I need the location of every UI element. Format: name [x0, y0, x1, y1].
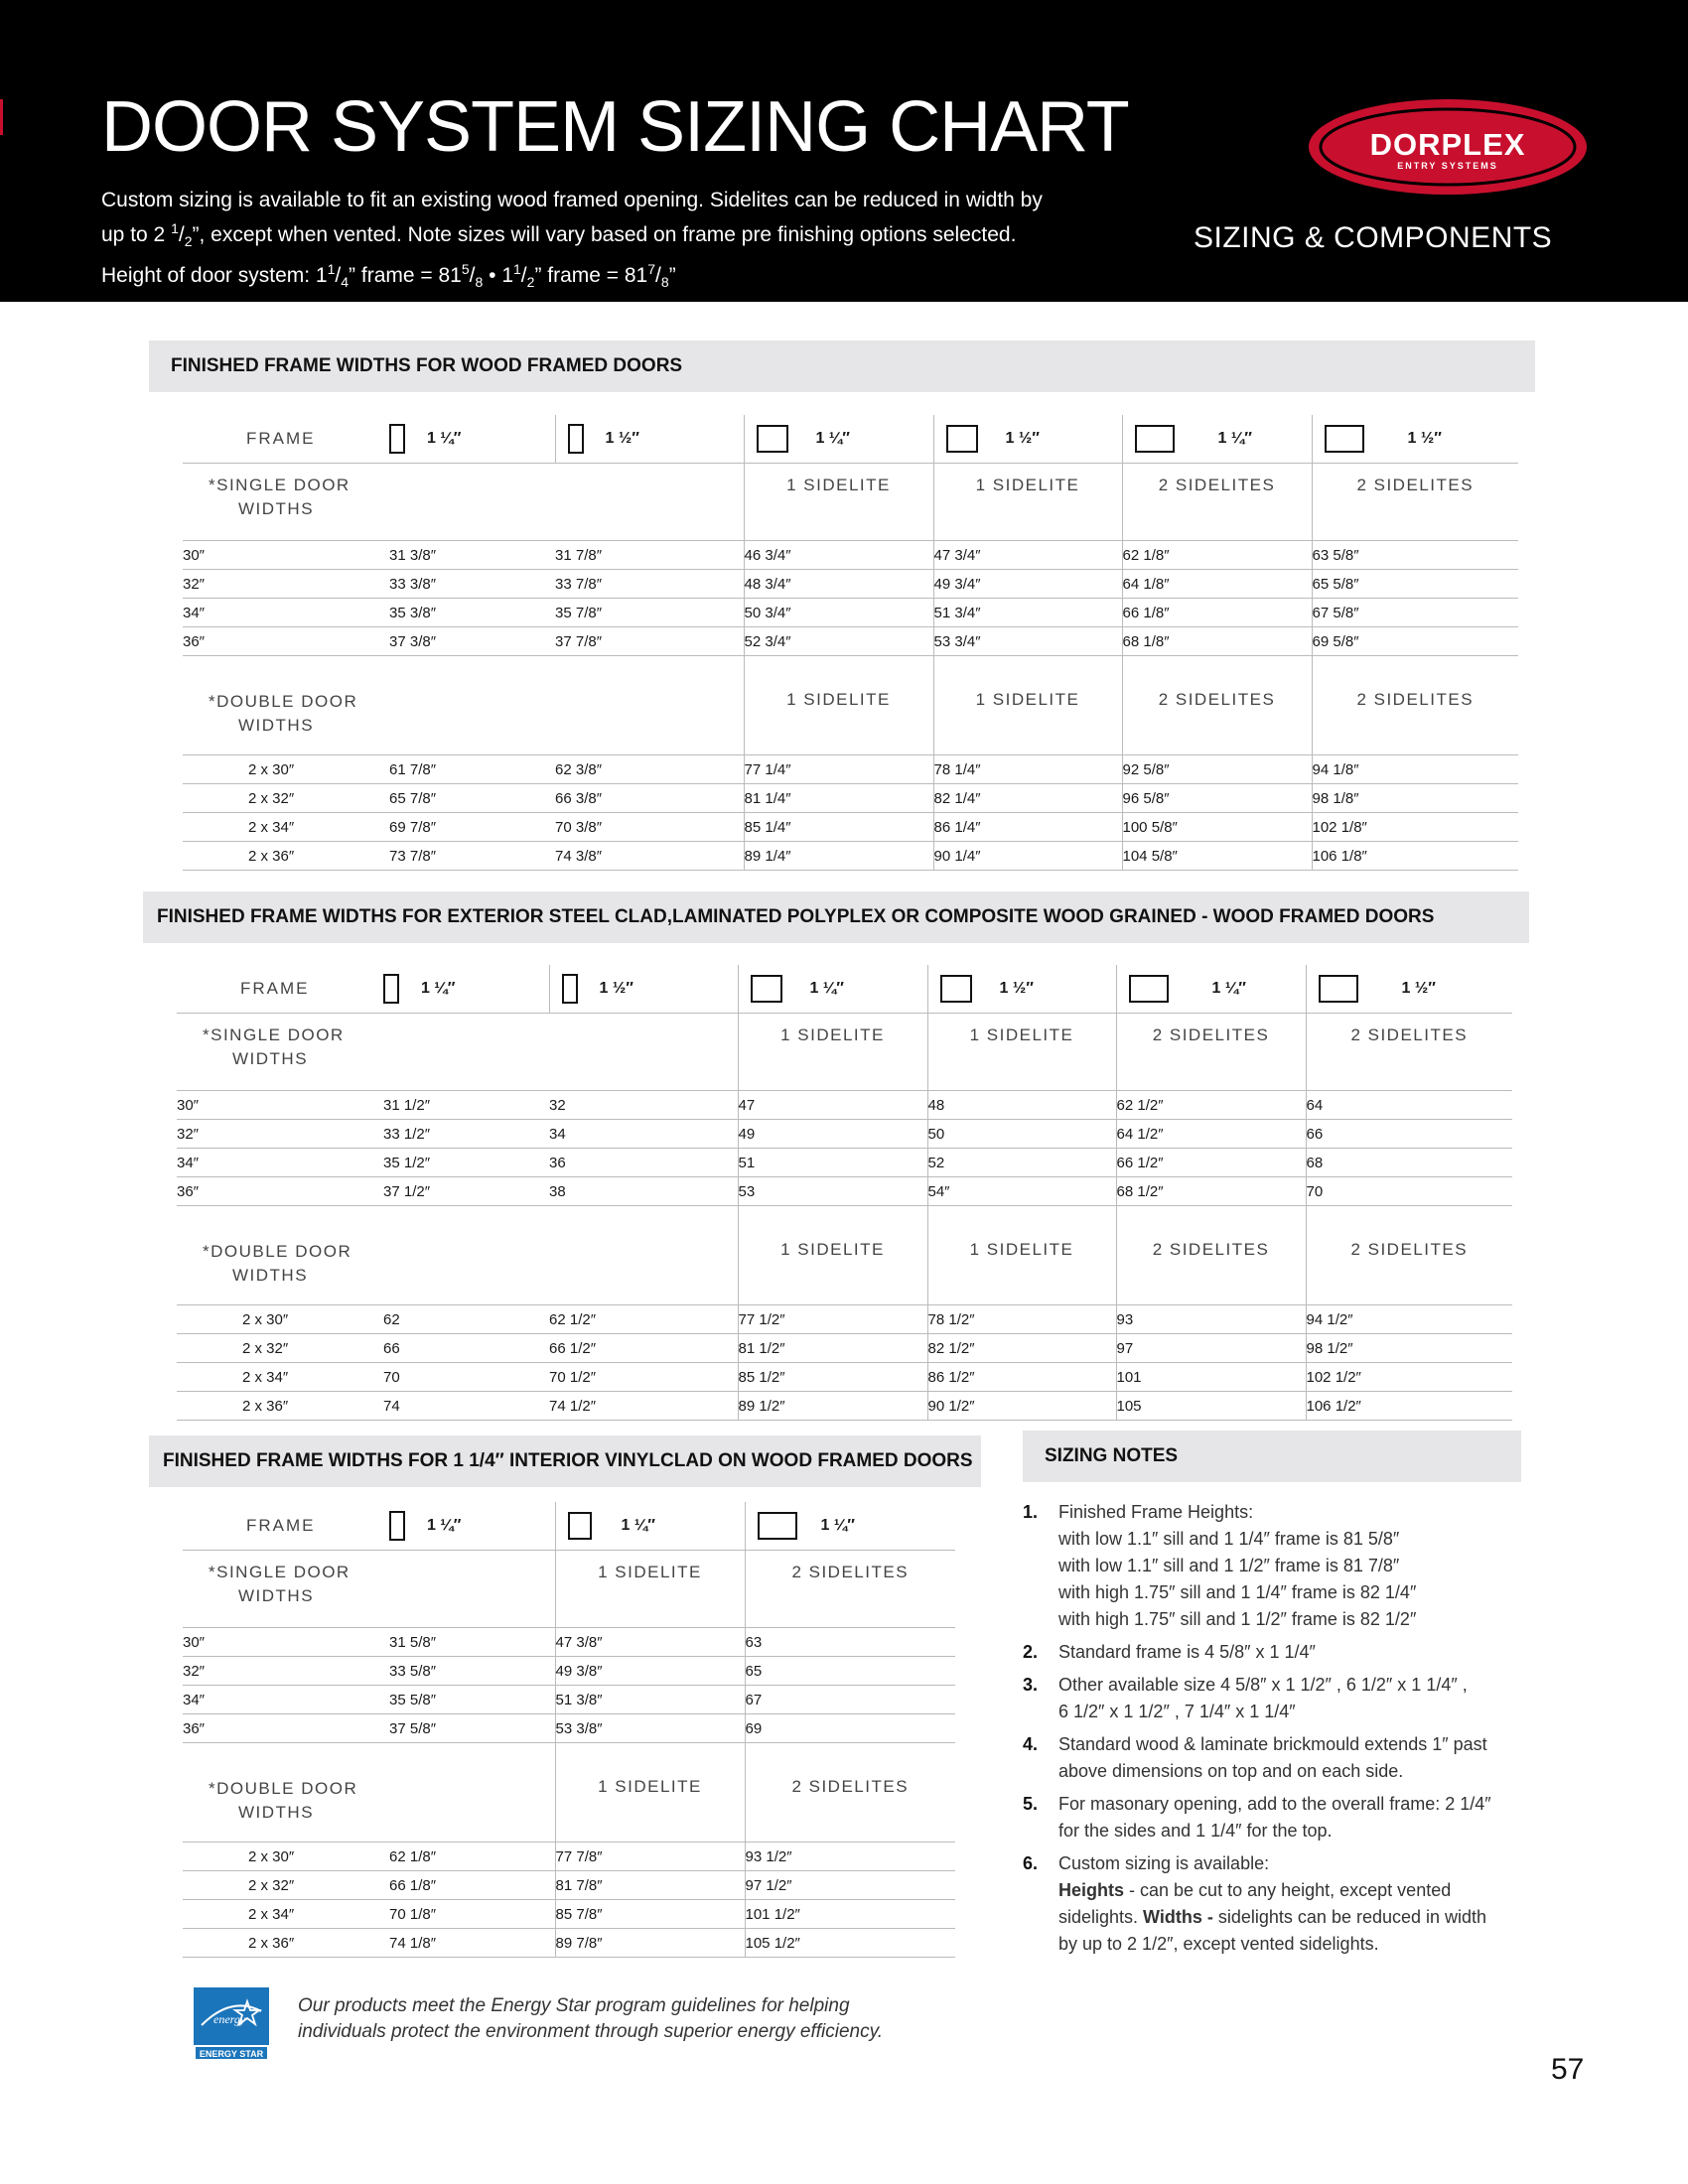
value-cell: 97 — [1116, 1334, 1306, 1363]
value-cell: 52 — [927, 1149, 1116, 1177]
value-cell: 66 1/8″ — [389, 1871, 555, 1900]
logo-wordmark: DORPLEX — [1369, 127, 1526, 162]
double-door-label: *DOUBLE DOOR WIDTHS — [203, 1242, 352, 1285]
single-door-label: *SINGLE DOOR WIDTHS — [209, 476, 351, 518]
energy-star-statement: Our products meet the Energy Star program guidelines for helping individuals protect the environment through superior energy efficiency. — [298, 1995, 883, 2042]
value-cell: 93 — [1116, 1305, 1306, 1334]
sidelite-label: 2 SIDELITES — [745, 1551, 955, 1628]
frame-single-icon — [389, 1511, 405, 1541]
header-cell: 1 ¼″ — [427, 430, 462, 447]
table2-single-group-row — [177, 1014, 1512, 1091]
value-cell: 81 1/2″ — [738, 1334, 927, 1363]
value-cell: 38 — [549, 1177, 738, 1206]
row-label-cell: 34″ — [183, 599, 389, 627]
value-cell: 105 — [1116, 1392, 1306, 1421]
value-cell: 70 — [1306, 1177, 1512, 1206]
row-label-cell: 2 x 30″ — [183, 755, 389, 784]
value-cell: 74 1/2″ — [549, 1392, 738, 1421]
value-cell: 62 1/8″ — [389, 1843, 555, 1871]
value-cell: 51 — [738, 1149, 927, 1177]
row-label-cell: 30″ — [183, 1628, 389, 1657]
table-row — [177, 1091, 1512, 1120]
value-cell: 46 3/4″ — [744, 541, 933, 570]
value-cell: 70 — [383, 1363, 549, 1392]
sidelite-label: 2 SIDELITES — [1116, 1014, 1306, 1091]
table3 — [183, 1502, 955, 1958]
table3-single-group-row — [183, 1551, 955, 1628]
page-number: 57 — [1551, 2053, 1585, 2086]
table-row — [183, 784, 1518, 813]
frame-label: FRAME — [246, 429, 316, 448]
sidelite-label: 1 SIDELITE — [744, 464, 933, 541]
page-title: DOOR SYSTEM SIZING CHART — [101, 87, 1129, 167]
header-cell: 1 ¼″ — [427, 1517, 462, 1534]
value-cell: 94 1/8″ — [1312, 755, 1518, 784]
table-row — [183, 1714, 955, 1743]
table1-double-group-row — [183, 656, 1518, 755]
table-row — [183, 1900, 955, 1929]
sizing-notes — [1023, 1499, 1529, 1964]
note-4: 4. Standard wood & laminate brickmould extends 1″ past above dimensions on top and on each side. — [1023, 1734, 1487, 1781]
value-cell: 67 5/8″ — [1312, 599, 1518, 627]
table3-header-row — [183, 1502, 955, 1551]
table1-single-group-row — [183, 464, 1518, 541]
table-row — [177, 1392, 1512, 1421]
frame-two-sidelites-icon — [1319, 975, 1358, 1003]
value-cell: 31 5/8″ — [389, 1628, 555, 1657]
value-cell: 100 5/8″ — [1122, 813, 1312, 842]
energy-star-logo — [194, 1987, 269, 2061]
row-label-cell: 2 x 32″ — [183, 784, 389, 813]
sidelite-label: 1 SIDELITE — [933, 464, 1122, 541]
row-label-cell: 32″ — [183, 570, 389, 599]
sidelite-label: 1 SIDELITE — [933, 656, 1122, 755]
value-cell: 33 7/8″ — [555, 570, 744, 599]
frame-single-icon — [383, 974, 399, 1004]
table2-header-row — [177, 965, 1512, 1014]
value-cell: 105 1/2″ — [745, 1929, 955, 1958]
value-cell: 64 1/8″ — [1122, 570, 1312, 599]
value-cell: 37 5/8″ — [389, 1714, 555, 1743]
frame-one-sidelite-icon — [568, 1512, 592, 1540]
table-row — [177, 1305, 1512, 1334]
row-label-cell: 36″ — [183, 627, 389, 656]
header-cell: 1 ½″ — [1407, 430, 1442, 447]
sidelite-label: 1 SIDELITE — [744, 656, 933, 755]
header-cell: 1 ½″ — [599, 980, 633, 997]
value-cell: 50 — [927, 1120, 1116, 1149]
value-cell: 35 1/2″ — [383, 1149, 549, 1177]
value-cell: 34 — [549, 1120, 738, 1149]
value-cell: 33 5/8″ — [389, 1657, 555, 1686]
table-row — [183, 1929, 955, 1958]
value-cell: 61 7/8″ — [389, 755, 555, 784]
row-label-cell: 2 x 32″ — [183, 1871, 389, 1900]
value-cell: 94 1/2″ — [1306, 1305, 1512, 1334]
row-label-cell: 34″ — [183, 1686, 389, 1714]
value-cell: 106 1/8″ — [1312, 842, 1518, 871]
header-cell: 1 ½″ — [1401, 980, 1436, 997]
row-label-cell: 2 x 30″ — [183, 1843, 389, 1871]
single-door-label: *SINGLE DOOR WIDTHS — [203, 1025, 345, 1068]
value-cell: 92 5/8″ — [1122, 755, 1312, 784]
table-row — [183, 842, 1518, 871]
header-cell: 1 ¼″ — [820, 1517, 855, 1534]
value-cell: 69 7/8″ — [389, 813, 555, 842]
table1 — [183, 415, 1518, 871]
frame-one-sidelite-icon — [751, 975, 782, 1003]
value-cell: 48 3/4″ — [744, 570, 933, 599]
value-cell: 37 1/2″ — [383, 1177, 549, 1206]
sidelite-label: 1 SIDELITE — [927, 1206, 1116, 1305]
value-cell: 97 1/2″ — [745, 1871, 955, 1900]
header-cell: 1 ¼″ — [815, 430, 850, 447]
value-cell: 81 1/4″ — [744, 784, 933, 813]
intro-line-2: up to 2 $^1/_2$”, except when vented. Note sizes will vary based on frame pre finishing options selected. — [101, 220, 1017, 250]
section-label: SIZING & COMPONENTS — [1194, 221, 1553, 254]
value-cell: 64 1/2″ — [1116, 1120, 1306, 1149]
value-cell: 86 1/2″ — [927, 1363, 1116, 1392]
value-cell: 31 7/8″ — [555, 541, 744, 570]
value-cell: 31 3/8″ — [389, 541, 555, 570]
table3-title-bar: FINISHED FRAME WIDTHS FOR 1 1/4″ INTERIOR VINYLCLAD ON WOOD FRAMED DOORS — [149, 1435, 981, 1487]
value-cell: 47 3/4″ — [933, 541, 1122, 570]
value-cell: 104 5/8″ — [1122, 842, 1312, 871]
value-cell: 50 3/4″ — [744, 599, 933, 627]
value-cell: 102 1/2″ — [1306, 1363, 1512, 1392]
frame-two-sidelites-icon — [1129, 975, 1169, 1003]
value-cell: 53 3/4″ — [933, 627, 1122, 656]
value-cell: 31 1/2″ — [383, 1091, 549, 1120]
header-cell: 1 ¼″ — [421, 980, 456, 997]
value-cell: 65 5/8″ — [1312, 570, 1518, 599]
header-cell: 1 ¼″ — [1217, 430, 1252, 447]
value-cell: 69 5/8″ — [1312, 627, 1518, 656]
value-cell: 63 — [745, 1628, 955, 1657]
row-label-cell: 30″ — [183, 541, 389, 570]
value-cell: 65 7/8″ — [389, 784, 555, 813]
double-door-label: *DOUBLE DOOR WIDTHS — [209, 692, 358, 735]
table-row — [177, 1177, 1512, 1206]
table-row — [183, 1871, 955, 1900]
value-cell: 66 — [1306, 1120, 1512, 1149]
value-cell: 51 3/8″ — [555, 1686, 745, 1714]
frame-one-sidelite-icon — [946, 425, 978, 453]
value-cell: 48 — [927, 1091, 1116, 1120]
intro-line-3: Height of door system: $1^1/_4$” frame = $81^5/_8$ • $1^1/_2$” frame = $81^7/_8$” — [101, 261, 676, 291]
sidelite-label: 2 SIDELITES — [1312, 656, 1518, 755]
value-cell: 70 3/8″ — [555, 813, 744, 842]
table2-title-bar: FINISHED FRAME WIDTHS FOR EXTERIOR STEEL CLAD,LAMINATED POLYPLEX OR COMPOSITE WOOD GRAINED - WOOD FRAMED DOORS — [143, 891, 1529, 943]
frame-single-icon — [389, 424, 405, 454]
row-label-cell: 32″ — [183, 1657, 389, 1686]
row-label-cell: 2 x 34″ — [183, 813, 389, 842]
value-cell: 73 7/8″ — [389, 842, 555, 871]
dorplex-logo — [1307, 97, 1589, 197]
table-row — [183, 627, 1518, 656]
value-cell: 77 7/8″ — [555, 1843, 745, 1871]
sidelite-label: 1 SIDELITE — [555, 1551, 745, 1628]
value-cell: 33 1/2″ — [383, 1120, 549, 1149]
value-cell: 37 7/8″ — [555, 627, 744, 656]
value-cell: 62 — [383, 1305, 549, 1334]
note-5: 5. For masonary opening, add to the overall frame: 2 1/4″ for the sides and 1 1/4″ for the top. — [1023, 1794, 1491, 1841]
sidelite-label: 2 SIDELITES — [1306, 1206, 1512, 1305]
value-cell: 85 7/8″ — [555, 1900, 745, 1929]
value-cell: 62 3/8″ — [555, 755, 744, 784]
row-label-cell: 2 x 36″ — [183, 842, 389, 871]
value-cell: 70 1/8″ — [389, 1900, 555, 1929]
intro-line-1: Custom sizing is available to fit an existing wood framed opening. Sidelites can be reduced in width by — [101, 189, 1043, 211]
value-cell: 101 — [1116, 1363, 1306, 1392]
value-cell: 35 5/8″ — [389, 1686, 555, 1714]
value-cell: 63 5/8″ — [1312, 541, 1518, 570]
frame-single-icon — [562, 974, 578, 1004]
sidelite-label: 2 SIDELITES — [1122, 464, 1312, 541]
table-row — [183, 1628, 955, 1657]
sidelite-label: 1 SIDELITE — [738, 1206, 927, 1305]
value-cell: 62 1/2″ — [549, 1305, 738, 1334]
table-row — [177, 1149, 1512, 1177]
table-row — [183, 1843, 955, 1871]
accent-line — [0, 99, 3, 135]
row-label-cell: 2 x 34″ — [183, 1900, 389, 1929]
value-cell: 66 3/8″ — [555, 784, 744, 813]
frame-single-icon — [568, 424, 584, 454]
row-label-cell: 2 x 30″ — [177, 1305, 383, 1334]
value-cell: 68 1/2″ — [1116, 1177, 1306, 1206]
sidelite-label: 1 SIDELITE — [927, 1014, 1116, 1091]
header-band — [0, 0, 1688, 302]
value-cell: 49 3/8″ — [555, 1657, 745, 1686]
table2 — [177, 965, 1512, 1421]
value-cell: 53 — [738, 1177, 927, 1206]
value-cell: 106 1/2″ — [1306, 1392, 1512, 1421]
intro-text — [101, 187, 1094, 296]
table-row — [183, 813, 1518, 842]
value-cell: 35 7/8″ — [555, 599, 744, 627]
double-door-label: *DOUBLE DOOR WIDTHS — [209, 1779, 358, 1822]
value-cell: 86 1/4″ — [933, 813, 1122, 842]
row-label-cell: 30″ — [177, 1091, 383, 1120]
row-label-cell: 2 x 34″ — [177, 1363, 383, 1392]
value-cell: 33 3/8″ — [389, 570, 555, 599]
value-cell: 54″ — [927, 1177, 1116, 1206]
sidelite-label: 2 SIDELITES — [1306, 1014, 1512, 1091]
header-cell: 1 ½″ — [999, 980, 1034, 997]
value-cell: 68 — [1306, 1149, 1512, 1177]
frame-label: FRAME — [246, 1516, 316, 1535]
value-cell: 78 1/2″ — [927, 1305, 1116, 1334]
table-row — [183, 1657, 955, 1686]
value-cell: 102 1/8″ — [1312, 813, 1518, 842]
value-cell: 65 — [745, 1657, 955, 1686]
value-cell: 90 1/4″ — [933, 842, 1122, 871]
frame-label: FRAME — [240, 979, 310, 998]
table-row — [183, 1686, 955, 1714]
value-cell: 93 1/2″ — [745, 1843, 955, 1871]
value-cell: 77 1/2″ — [738, 1305, 927, 1334]
sizing-notes-title-bar: SIZING NOTES — [1023, 1431, 1521, 1482]
energy-star-icon — [194, 1987, 269, 2061]
row-label-cell: 36″ — [177, 1177, 383, 1206]
value-cell: 62 1/8″ — [1122, 541, 1312, 570]
value-cell: 78 1/4″ — [933, 755, 1122, 784]
value-cell: 96 5/8″ — [1122, 784, 1312, 813]
frame-two-sidelites-icon — [1325, 425, 1364, 453]
value-cell: 89 1/4″ — [744, 842, 933, 871]
energy-star-label: ENERGY STAR — [199, 2049, 264, 2059]
frame-one-sidelite-icon — [940, 975, 972, 1003]
row-label-cell: 32″ — [177, 1120, 383, 1149]
value-cell: 67 — [745, 1686, 955, 1714]
row-label-cell: 2 x 32″ — [177, 1334, 383, 1363]
header-cell: 1 ¼″ — [621, 1517, 655, 1534]
table-row — [183, 570, 1518, 599]
value-cell: 85 1/2″ — [738, 1363, 927, 1392]
value-cell: 51 3/4″ — [933, 599, 1122, 627]
value-cell: 70 1/2″ — [549, 1363, 738, 1392]
value-cell: 74 — [383, 1392, 549, 1421]
value-cell: 89 1/2″ — [738, 1392, 927, 1421]
row-label-cell: 34″ — [177, 1149, 383, 1177]
table-row — [177, 1363, 1512, 1392]
energy-script: energy — [213, 2012, 246, 2026]
value-cell: 52 3/4″ — [744, 627, 933, 656]
value-cell: 35 3/8″ — [389, 599, 555, 627]
value-cell: 77 1/4″ — [744, 755, 933, 784]
frame-two-sidelites-icon — [1135, 425, 1175, 453]
value-cell: 47 — [738, 1091, 927, 1120]
header-cell: 1 ¼″ — [1211, 980, 1246, 997]
table3-double-group-row — [183, 1743, 955, 1843]
table-row — [183, 541, 1518, 570]
value-cell: 62 1/2″ — [1116, 1091, 1306, 1120]
sidelite-label: 2 SIDELITES — [1116, 1206, 1306, 1305]
value-cell: 101 1/2″ — [745, 1900, 955, 1929]
value-cell: 66 1/8″ — [1122, 599, 1312, 627]
value-cell: 36 — [549, 1149, 738, 1177]
table2-double-group-row — [177, 1206, 1512, 1305]
table1-header-row — [183, 415, 1518, 464]
value-cell: 74 1/8″ — [389, 1929, 555, 1958]
value-cell: 64 — [1306, 1091, 1512, 1120]
value-cell: 49 3/4″ — [933, 570, 1122, 599]
header-cell: 1 ½″ — [605, 430, 639, 447]
frame-two-sidelites-icon — [758, 1512, 797, 1540]
sidelite-label: 1 SIDELITE — [738, 1014, 927, 1091]
value-cell: 37 3/8″ — [389, 627, 555, 656]
note-1: 1. Finished Frame Heights: with low 1.1″ sill and 1 1/4″ frame is 81 5/8″ with low 1.1″ sill and 1 1/2″ frame is 81 7/8″ with high 1.75″ sill and 1 1/4″ frame is 82 1/4″ with high 1.75″ sill and 1 1/2″ frame is 82 1/2″ — [1023, 1502, 1417, 1629]
value-cell: 53 3/8″ — [555, 1714, 745, 1743]
value-cell: 47 3/8″ — [555, 1628, 745, 1657]
value-cell: 82 1/4″ — [933, 784, 1122, 813]
sidelite-label: 1 SIDELITE — [555, 1743, 745, 1843]
sidelite-label: 2 SIDELITES — [1122, 656, 1312, 755]
table1-title-bar: FINISHED FRAME WIDTHS FOR WOOD FRAMED DOORS — [149, 341, 1535, 392]
note-2: 2. Standard frame is 4 5/8″ x 1 1/4″ — [1023, 1642, 1316, 1662]
value-cell: 90 1/2″ — [927, 1392, 1116, 1421]
value-cell: 82 1/2″ — [927, 1334, 1116, 1363]
value-cell: 66 1/2″ — [549, 1334, 738, 1363]
logo-subtitle: ENTRY SYSTEMS — [1397, 161, 1498, 171]
header-cell: 1 ½″ — [1005, 430, 1040, 447]
value-cell: 68 1/8″ — [1122, 627, 1312, 656]
value-cell: 89 7/8″ — [555, 1929, 745, 1958]
single-door-label: *SINGLE DOOR WIDTHS — [209, 1563, 351, 1605]
row-label-cell: 2 x 36″ — [183, 1929, 389, 1958]
table-row — [183, 755, 1518, 784]
sidelite-label: 2 SIDELITES — [1312, 464, 1518, 541]
value-cell: 74 3/8″ — [555, 842, 744, 871]
note-3: 3. Other available size 4 5/8″ x 1 1/2″ , 6 1/2″ x 1 1/4″ , 6 1/2″ x 1 1/2″ , 7 1/4″ x 1 1/4″ — [1023, 1675, 1468, 1721]
value-cell: 85 1/4″ — [744, 813, 933, 842]
header-cell: 1 ¼″ — [809, 980, 844, 997]
value-cell: 66 — [383, 1334, 549, 1363]
value-cell: 98 1/8″ — [1312, 784, 1518, 813]
row-label-cell: 36″ — [183, 1714, 389, 1743]
frame-one-sidelite-icon — [757, 425, 788, 453]
value-cell: 66 1/2″ — [1116, 1149, 1306, 1177]
sidelite-label: 2 SIDELITES — [745, 1743, 955, 1843]
value-cell: 81 7/8″ — [555, 1871, 745, 1900]
value-cell: 98 1/2″ — [1306, 1334, 1512, 1363]
value-cell: 32 — [549, 1091, 738, 1120]
note-6: 6. Custom sizing is available: Heights - can be cut to any height, except vented sidelights. Widths - sidelights can be reduced in width by up to 2 1/2″, except vented sidelights. — [1023, 1853, 1487, 1954]
value-cell: 69 — [745, 1714, 955, 1743]
table-row — [177, 1334, 1512, 1363]
table-row — [177, 1120, 1512, 1149]
value-cell: 49 — [738, 1120, 927, 1149]
row-label-cell: 2 x 36″ — [177, 1392, 383, 1421]
table-row — [183, 599, 1518, 627]
